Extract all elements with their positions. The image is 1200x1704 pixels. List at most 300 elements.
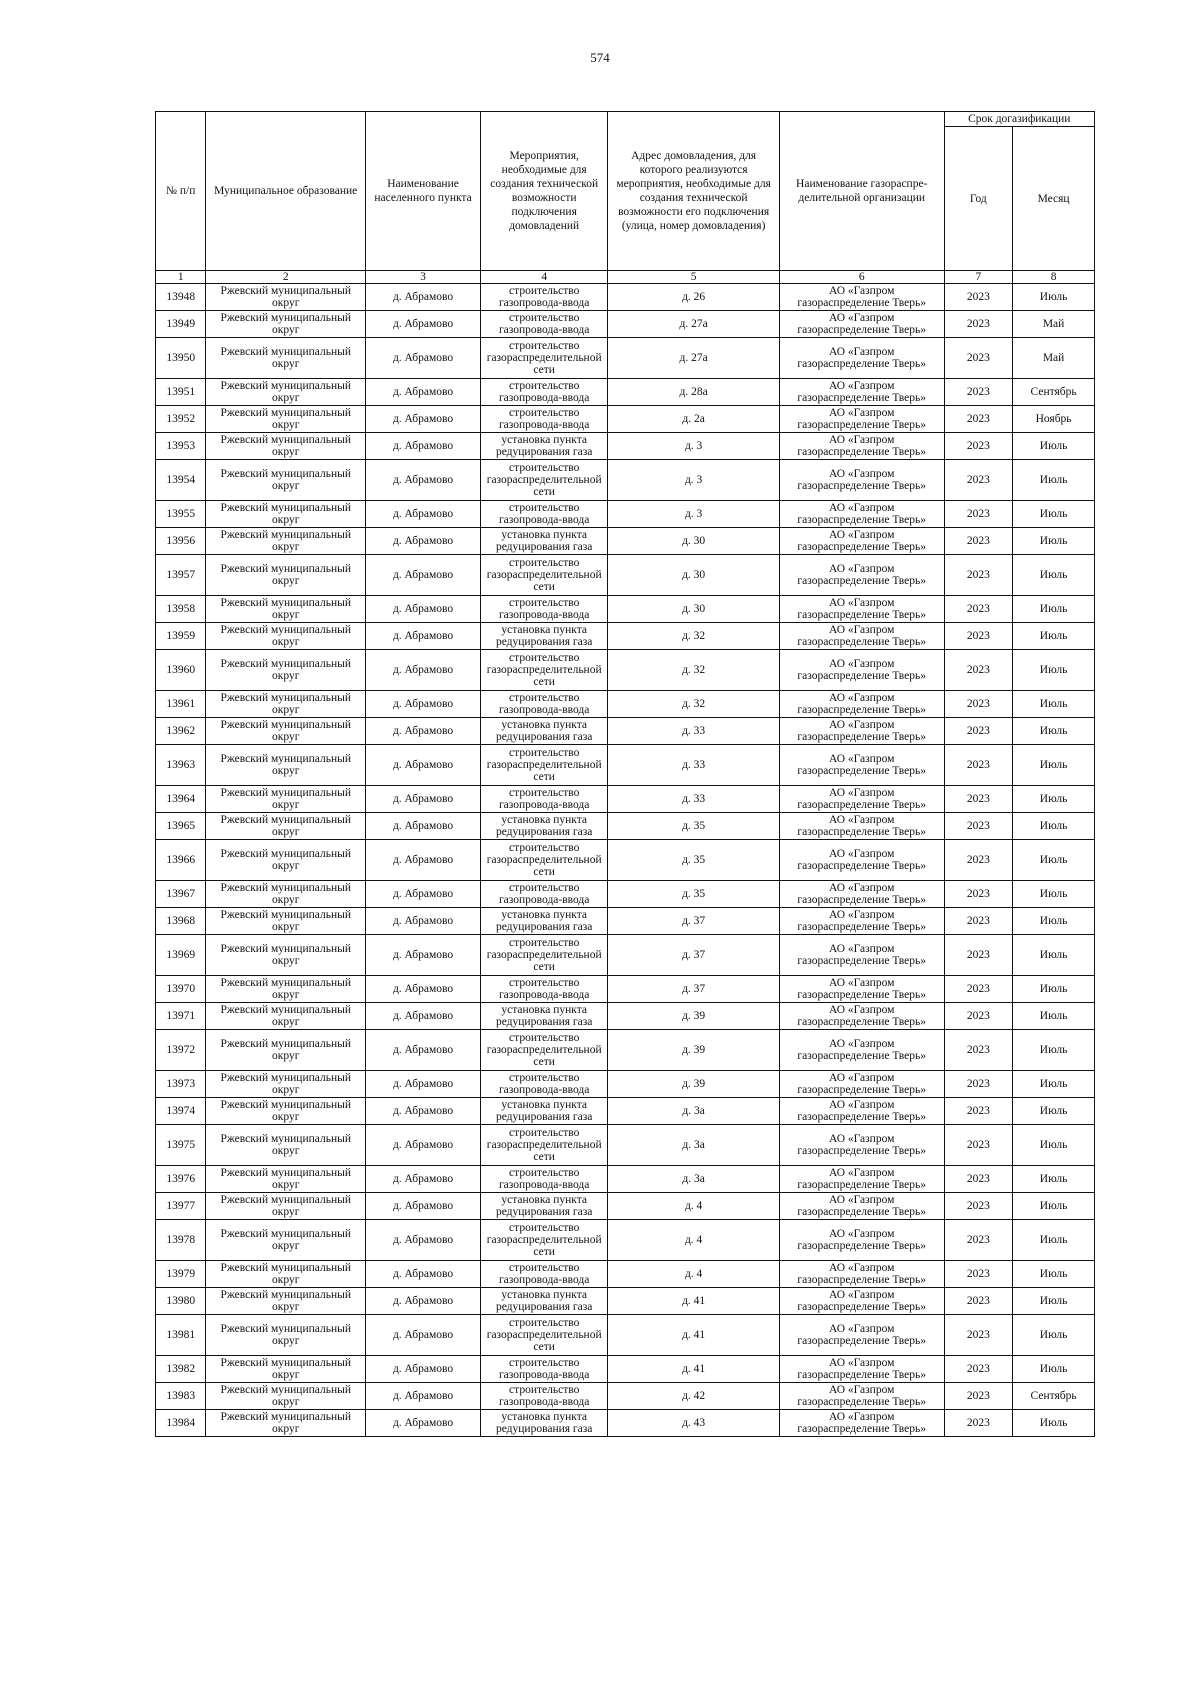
month-cell: Июль xyxy=(1013,1166,1095,1193)
gas-organization-cell: АО «Газпром газораспределение Тверь» xyxy=(779,1383,944,1410)
year-cell: 2023 xyxy=(944,813,1013,840)
gas-organization-cell: АО «Газпром газораспределение Тверь» xyxy=(779,650,944,691)
address-cell: д. 30 xyxy=(608,528,780,555)
month-cell: Июль xyxy=(1013,623,1095,650)
year-cell: 2023 xyxy=(944,433,1013,460)
settlement-cell: д. Абрамово xyxy=(365,596,480,623)
row-number-cell: 13953 xyxy=(156,433,206,460)
measure-cell: установка пункта редуцирования газа xyxy=(481,1003,608,1030)
year-cell: 2023 xyxy=(944,623,1013,650)
gas-organization-cell: АО «Газпром газораспределение Тверь» xyxy=(779,623,944,650)
address-cell: д. 32 xyxy=(608,691,780,718)
measure-cell: строительство газораспределительной сети xyxy=(481,1125,608,1166)
table-row xyxy=(156,1030,1095,1071)
table-row xyxy=(156,1003,1095,1030)
month-cell: Июль xyxy=(1013,840,1095,881)
month-cell: Сентябрь xyxy=(1013,379,1095,406)
column-number: 5 xyxy=(608,271,780,284)
table-row xyxy=(156,1261,1095,1288)
municipality-cell: Ржевский муниципальный округ xyxy=(206,1288,366,1315)
year-cell: 2023 xyxy=(944,1220,1013,1261)
gas-organization-cell: АО «Газпром газораспределение Тверь» xyxy=(779,311,944,338)
settlement-cell: д. Абрамово xyxy=(365,1410,480,1437)
table-header xyxy=(156,112,1095,284)
table-row xyxy=(156,1193,1095,1220)
row-number-cell: 13982 xyxy=(156,1356,206,1383)
year-cell: 2023 xyxy=(944,284,1013,311)
settlement-cell: д. Абрамово xyxy=(365,881,480,908)
month-cell: Июль xyxy=(1013,935,1095,976)
table-row xyxy=(156,1383,1095,1410)
address-cell: д. 30 xyxy=(608,596,780,623)
gasification-table xyxy=(155,111,1095,1437)
measure-cell: установка пункта редуцирования газа xyxy=(481,528,608,555)
measure-cell: строительство газопровода-ввода xyxy=(481,1261,608,1288)
year-cell: 2023 xyxy=(944,460,1013,501)
measure-cell: строительство газораспределительной сети xyxy=(481,1220,608,1261)
row-number-cell: 13961 xyxy=(156,691,206,718)
municipality-cell: Ржевский муниципальный округ xyxy=(206,976,366,1003)
table-row xyxy=(156,813,1095,840)
gas-organization-cell: АО «Газпром газораспределение Тверь» xyxy=(779,406,944,433)
year-cell: 2023 xyxy=(944,1356,1013,1383)
column-number: 8 xyxy=(1013,271,1095,284)
table-row xyxy=(156,908,1095,935)
table-row xyxy=(156,555,1095,596)
settlement-cell: д. Абрамово xyxy=(365,786,480,813)
gas-organization-cell: АО «Газпром газораспределение Тверь» xyxy=(779,881,944,908)
address-cell: д. 28а xyxy=(608,379,780,406)
municipality-cell: Ржевский муниципальный округ xyxy=(206,813,366,840)
municipality-cell: Ржевский муниципальный округ xyxy=(206,1098,366,1125)
settlement-cell: д. Абрамово xyxy=(365,976,480,1003)
table-row xyxy=(156,1356,1095,1383)
settlement-cell: д. Абрамово xyxy=(365,1030,480,1071)
table-row xyxy=(156,1220,1095,1261)
settlement-cell: д. Абрамово xyxy=(365,1261,480,1288)
row-number-cell: 13969 xyxy=(156,935,206,976)
municipality-cell: Ржевский муниципальный округ xyxy=(206,1315,366,1356)
settlement-cell: д. Абрамово xyxy=(365,1166,480,1193)
measure-cell: строительство газораспределительной сети xyxy=(481,460,608,501)
row-number-cell: 13966 xyxy=(156,840,206,881)
municipality-cell: Ржевский муниципальный округ xyxy=(206,1193,366,1220)
settlement-cell: д. Абрамово xyxy=(365,1220,480,1261)
measure-cell: строительство газораспределительной сети xyxy=(481,555,608,596)
table-row xyxy=(156,338,1095,379)
settlement-cell: д. Абрамово xyxy=(365,1125,480,1166)
month-cell: Июль xyxy=(1013,718,1095,745)
settlement-cell: д. Абрамово xyxy=(365,528,480,555)
municipality-cell: Ржевский муниципальный округ xyxy=(206,840,366,881)
month-cell: Июль xyxy=(1013,1125,1095,1166)
row-number-cell: 13972 xyxy=(156,1030,206,1071)
measure-cell: строительство газопровода-ввода xyxy=(481,406,608,433)
settlement-cell: д. Абрамово xyxy=(365,718,480,745)
table-row xyxy=(156,786,1095,813)
municipality-cell: Ржевский муниципальный округ xyxy=(206,379,366,406)
month-cell: Июль xyxy=(1013,813,1095,840)
address-cell: д. 37 xyxy=(608,935,780,976)
settlement-cell: д. Абрамово xyxy=(365,745,480,786)
month-cell: Май xyxy=(1013,338,1095,379)
year-cell: 2023 xyxy=(944,786,1013,813)
gas-organization-cell: АО «Газпром газораспределение Тверь» xyxy=(779,338,944,379)
table-row xyxy=(156,1125,1095,1166)
year-cell: 2023 xyxy=(944,1030,1013,1071)
year-cell: 2023 xyxy=(944,881,1013,908)
settlement-cell: д. Абрамово xyxy=(365,623,480,650)
year-cell: 2023 xyxy=(944,1125,1013,1166)
table-row xyxy=(156,284,1095,311)
measure-cell: установка пункта редуцирования газа xyxy=(481,813,608,840)
row-number-cell: 13948 xyxy=(156,284,206,311)
table-row xyxy=(156,840,1095,881)
municipality-cell: Ржевский муниципальный округ xyxy=(206,650,366,691)
municipality-cell: Ржевский муниципальный округ xyxy=(206,596,366,623)
settlement-cell: д. Абрамово xyxy=(365,1071,480,1098)
row-number-cell: 13979 xyxy=(156,1261,206,1288)
address-cell: д. 3а xyxy=(608,1098,780,1125)
month-cell: Июль xyxy=(1013,786,1095,813)
month-cell: Июль xyxy=(1013,976,1095,1003)
measure-cell: строительство газопровода-ввода xyxy=(481,1356,608,1383)
address-cell: д. 35 xyxy=(608,881,780,908)
settlement-cell: д. Абрамово xyxy=(365,379,480,406)
municipality-cell: Ржевский муниципальный округ xyxy=(206,1261,366,1288)
municipality-cell: Ржевский муниципальный округ xyxy=(206,1383,366,1410)
settlement-cell: д. Абрамово xyxy=(365,555,480,596)
row-number-cell: 13973 xyxy=(156,1071,206,1098)
row-number-cell: 13967 xyxy=(156,881,206,908)
settlement-cell: д. Абрамово xyxy=(365,1315,480,1356)
settlement-cell: д. Абрамово xyxy=(365,501,480,528)
gas-organization-cell: АО «Газпром газораспределение Тверь» xyxy=(779,1003,944,1030)
municipality-cell: Ржевский муниципальный округ xyxy=(206,433,366,460)
address-cell: д. 2а xyxy=(608,406,780,433)
gas-organization-cell: АО «Газпром газораспределение Тверь» xyxy=(779,528,944,555)
address-cell: д. 33 xyxy=(608,745,780,786)
measure-cell: строительство газораспределительной сети xyxy=(481,1030,608,1071)
table-row xyxy=(156,311,1095,338)
municipality-cell: Ржевский муниципальный округ xyxy=(206,881,366,908)
address-cell: д. 35 xyxy=(608,840,780,881)
row-number-cell: 13958 xyxy=(156,596,206,623)
month-cell: Июль xyxy=(1013,1288,1095,1315)
row-number-cell: 13954 xyxy=(156,460,206,501)
measure-cell: строительство газораспределительной сети xyxy=(481,1315,608,1356)
measure-cell: строительство газопровода-ввода xyxy=(481,691,608,718)
address-cell: д. 3 xyxy=(608,433,780,460)
gas-organization-cell: АО «Газпром газораспределение Тверь» xyxy=(779,596,944,623)
measure-cell: строительство газопровода-ввода xyxy=(481,881,608,908)
gas-organization-cell: АО «Газпром газораспределение Тверь» xyxy=(779,555,944,596)
header-settlement: Наименование населенного пункта xyxy=(365,112,480,271)
month-cell: Июль xyxy=(1013,1098,1095,1125)
table-row xyxy=(156,528,1095,555)
table-row xyxy=(156,1071,1095,1098)
address-cell: д. 32 xyxy=(608,650,780,691)
column-number: 2 xyxy=(206,271,366,284)
gas-organization-cell: АО «Газпром газораспределение Тверь» xyxy=(779,1125,944,1166)
measure-cell: строительство газораспределительной сети xyxy=(481,338,608,379)
table-row xyxy=(156,935,1095,976)
row-number-cell: 13957 xyxy=(156,555,206,596)
settlement-cell: д. Абрамово xyxy=(365,1383,480,1410)
row-number-cell: 13962 xyxy=(156,718,206,745)
year-cell: 2023 xyxy=(944,650,1013,691)
gas-organization-cell: АО «Газпром газораспределение Тверь» xyxy=(779,840,944,881)
address-cell: д. 37 xyxy=(608,908,780,935)
address-cell: д. 42 xyxy=(608,1383,780,1410)
measure-cell: установка пункта редуцирования газа xyxy=(481,1288,608,1315)
month-cell: Июль xyxy=(1013,691,1095,718)
settlement-cell: д. Абрамово xyxy=(365,311,480,338)
year-cell: 2023 xyxy=(944,1410,1013,1437)
table-row xyxy=(156,433,1095,460)
month-cell: Июль xyxy=(1013,1220,1095,1261)
address-cell: д. 27а xyxy=(608,311,780,338)
municipality-cell: Ржевский муниципальный округ xyxy=(206,1030,366,1071)
municipality-cell: Ржевский муниципальный округ xyxy=(206,1410,366,1437)
header-month: Месяц xyxy=(1013,127,1095,271)
measure-cell: строительство газопровода-ввода xyxy=(481,1071,608,1098)
table-row xyxy=(156,1315,1095,1356)
year-cell: 2023 xyxy=(944,745,1013,786)
month-cell: Май xyxy=(1013,311,1095,338)
address-cell: д. 3 xyxy=(608,501,780,528)
month-cell: Июль xyxy=(1013,1410,1095,1437)
row-number-cell: 13976 xyxy=(156,1166,206,1193)
year-cell: 2023 xyxy=(944,1166,1013,1193)
header-row-number: № п/п xyxy=(156,112,206,271)
municipality-cell: Ржевский муниципальный округ xyxy=(206,501,366,528)
address-cell: д. 4 xyxy=(608,1193,780,1220)
measure-cell: строительство газопровода-ввода xyxy=(481,1383,608,1410)
gas-organization-cell: АО «Газпром газораспределение Тверь» xyxy=(779,1030,944,1071)
measure-cell: строительство газораспределительной сети xyxy=(481,935,608,976)
column-number: 7 xyxy=(944,271,1013,284)
gas-organization-cell: АО «Газпром газораспределение Тверь» xyxy=(779,935,944,976)
measure-cell: установка пункта редуцирования газа xyxy=(481,433,608,460)
municipality-cell: Ржевский муниципальный округ xyxy=(206,406,366,433)
settlement-cell: д. Абрамово xyxy=(365,908,480,935)
header-year: Год xyxy=(944,127,1013,271)
settlement-cell: д. Абрамово xyxy=(365,813,480,840)
municipality-cell: Ржевский муниципальный округ xyxy=(206,1356,366,1383)
month-cell: Июль xyxy=(1013,433,1095,460)
year-cell: 2023 xyxy=(944,908,1013,935)
year-cell: 2023 xyxy=(944,935,1013,976)
gas-organization-cell: АО «Газпром газораспределение Тверь» xyxy=(779,433,944,460)
table-row xyxy=(156,1288,1095,1315)
table-row xyxy=(156,406,1095,433)
address-cell: д. 39 xyxy=(608,1003,780,1030)
year-cell: 2023 xyxy=(944,718,1013,745)
gas-organization-cell: АО «Газпром газораспределение Тверь» xyxy=(779,1288,944,1315)
gas-organization-cell: АО «Газпром газораспределение Тверь» xyxy=(779,1098,944,1125)
municipality-cell: Ржевский муниципальный округ xyxy=(206,1220,366,1261)
measure-cell: строительство газораспределительной сети xyxy=(481,650,608,691)
settlement-cell: д. Абрамово xyxy=(365,691,480,718)
row-number-cell: 13965 xyxy=(156,813,206,840)
measure-cell: строительство газопровода-ввода xyxy=(481,786,608,813)
municipality-cell: Ржевский муниципальный округ xyxy=(206,1166,366,1193)
address-cell: д. 3 xyxy=(608,460,780,501)
municipality-cell: Ржевский муниципальный округ xyxy=(206,555,366,596)
settlement-cell: д. Абрамово xyxy=(365,650,480,691)
month-cell: Сентябрь xyxy=(1013,1383,1095,1410)
address-cell: д. 26 xyxy=(608,284,780,311)
municipality-cell: Ржевский муниципальный округ xyxy=(206,311,366,338)
settlement-cell: д. Абрамово xyxy=(365,1288,480,1315)
table-row xyxy=(156,745,1095,786)
table-row xyxy=(156,976,1095,1003)
column-number: 3 xyxy=(365,271,480,284)
address-cell: д. 41 xyxy=(608,1288,780,1315)
table-row xyxy=(156,1166,1095,1193)
table-row xyxy=(156,623,1095,650)
year-cell: 2023 xyxy=(944,528,1013,555)
address-cell: д. 30 xyxy=(608,555,780,596)
gas-organization-cell: АО «Газпром газораспределение Тверь» xyxy=(779,691,944,718)
year-cell: 2023 xyxy=(944,555,1013,596)
measure-cell: установка пункта редуцирования газа xyxy=(481,908,608,935)
settlement-cell: д. Абрамово xyxy=(365,338,480,379)
row-number-cell: 13980 xyxy=(156,1288,206,1315)
measure-cell: строительство газопровода-ввода xyxy=(481,1166,608,1193)
row-number-cell: 13955 xyxy=(156,501,206,528)
year-cell: 2023 xyxy=(944,501,1013,528)
address-cell: д. 35 xyxy=(608,813,780,840)
year-cell: 2023 xyxy=(944,1193,1013,1220)
municipality-cell: Ржевский муниципальный округ xyxy=(206,1125,366,1166)
year-cell: 2023 xyxy=(944,311,1013,338)
municipality-cell: Ржевский муниципальный округ xyxy=(206,786,366,813)
row-number-cell: 13975 xyxy=(156,1125,206,1166)
address-cell: д. 39 xyxy=(608,1030,780,1071)
measure-cell: строительство газопровода-ввода xyxy=(481,596,608,623)
month-cell: Июль xyxy=(1013,501,1095,528)
year-cell: 2023 xyxy=(944,406,1013,433)
measure-cell: строительство газопровода-ввода xyxy=(481,284,608,311)
gas-organization-cell: АО «Газпром газораспределение Тверь» xyxy=(779,1220,944,1261)
address-cell: д. 3а xyxy=(608,1125,780,1166)
month-cell: Июль xyxy=(1013,528,1095,555)
municipality-cell: Ржевский муниципальный округ xyxy=(206,623,366,650)
column-number: 1 xyxy=(156,271,206,284)
measure-cell: установка пункта редуцирования газа xyxy=(481,1098,608,1125)
gas-organization-cell: АО «Газпром газораспределение Тверь» xyxy=(779,745,944,786)
address-cell: д. 27а xyxy=(608,338,780,379)
address-cell: д. 3а xyxy=(608,1166,780,1193)
year-cell: 2023 xyxy=(944,338,1013,379)
settlement-cell: д. Абрамово xyxy=(365,284,480,311)
address-cell: д. 39 xyxy=(608,1071,780,1098)
month-cell: Июль xyxy=(1013,1030,1095,1071)
gas-organization-cell: АО «Газпром газораспределение Тверь» xyxy=(779,1315,944,1356)
table-row xyxy=(156,379,1095,406)
row-number-cell: 13970 xyxy=(156,976,206,1003)
table-row xyxy=(156,501,1095,528)
address-cell: д. 33 xyxy=(608,718,780,745)
month-cell: Июль xyxy=(1013,650,1095,691)
row-number-cell: 13978 xyxy=(156,1220,206,1261)
month-cell: Июль xyxy=(1013,1071,1095,1098)
table-row xyxy=(156,1410,1095,1437)
table-row xyxy=(156,718,1095,745)
table-row xyxy=(156,881,1095,908)
gas-organization-cell: АО «Газпром газораспределение Тверь» xyxy=(779,1261,944,1288)
header-address: Адрес домовладения, для которого реализуются мероприятия, необходимые для создания технической возможности его подключения (улица, номер домовладения) xyxy=(608,112,780,271)
row-number-cell: 13956 xyxy=(156,528,206,555)
month-cell: Июль xyxy=(1013,1261,1095,1288)
municipality-cell: Ржевский муниципальный округ xyxy=(206,1071,366,1098)
settlement-cell: д. Абрамово xyxy=(365,1003,480,1030)
address-cell: д. 37 xyxy=(608,976,780,1003)
year-cell: 2023 xyxy=(944,1098,1013,1125)
municipality-cell: Ржевский муниципальный округ xyxy=(206,691,366,718)
gas-organization-cell: АО «Газпром газораспределение Тверь» xyxy=(779,379,944,406)
month-cell: Июль xyxy=(1013,1315,1095,1356)
table-row xyxy=(156,460,1095,501)
measure-cell: строительство газопровода-ввода xyxy=(481,311,608,338)
table-row xyxy=(156,691,1095,718)
address-cell: д. 33 xyxy=(608,786,780,813)
row-number-cell: 13960 xyxy=(156,650,206,691)
municipality-cell: Ржевский муниципальный округ xyxy=(206,528,366,555)
row-number-cell: 13983 xyxy=(156,1383,206,1410)
column-number: 6 xyxy=(779,271,944,284)
address-cell: д. 4 xyxy=(608,1220,780,1261)
table-row xyxy=(156,1098,1095,1125)
measure-cell: строительство газопровода-ввода xyxy=(481,379,608,406)
row-number-cell: 13951 xyxy=(156,379,206,406)
settlement-cell: д. Абрамово xyxy=(365,840,480,881)
row-number-cell: 13974 xyxy=(156,1098,206,1125)
month-cell: Июль xyxy=(1013,881,1095,908)
settlement-cell: д. Абрамово xyxy=(365,1193,480,1220)
table-row xyxy=(156,596,1095,623)
gas-organization-cell: АО «Газпром газораспределение Тверь» xyxy=(779,976,944,1003)
gas-organization-cell: АО «Газпром газораспределение Тверь» xyxy=(779,1166,944,1193)
address-cell: д. 41 xyxy=(608,1356,780,1383)
row-number-cell: 13963 xyxy=(156,745,206,786)
gas-organization-cell: АО «Газпром газораспределение Тверь» xyxy=(779,284,944,311)
month-cell: Июль xyxy=(1013,596,1095,623)
row-number-cell: 13984 xyxy=(156,1410,206,1437)
year-cell: 2023 xyxy=(944,596,1013,623)
settlement-cell: д. Абрамово xyxy=(365,1098,480,1125)
month-cell: Июль xyxy=(1013,745,1095,786)
gas-organization-cell: АО «Газпром газораспределение Тверь» xyxy=(779,460,944,501)
month-cell: Июль xyxy=(1013,1003,1095,1030)
municipality-cell: Ржевский муниципальный округ xyxy=(206,460,366,501)
header-measures: Мероприятия, необходимые для создания технической возможности подключения домовладений xyxy=(481,112,608,271)
municipality-cell: Ржевский муниципальный округ xyxy=(206,908,366,935)
municipality-cell: Ржевский муниципальный округ xyxy=(206,745,366,786)
gas-organization-cell: АО «Газпром газораспределение Тверь» xyxy=(779,908,944,935)
month-cell: Июль xyxy=(1013,1193,1095,1220)
year-cell: 2023 xyxy=(944,1383,1013,1410)
month-cell: Июль xyxy=(1013,460,1095,501)
address-cell: д. 41 xyxy=(608,1315,780,1356)
gas-organization-cell: АО «Газпром газораспределение Тверь» xyxy=(779,501,944,528)
table-body xyxy=(156,284,1095,1437)
settlement-cell: д. Абрамово xyxy=(365,433,480,460)
row-number-cell: 13959 xyxy=(156,623,206,650)
year-cell: 2023 xyxy=(944,1003,1013,1030)
